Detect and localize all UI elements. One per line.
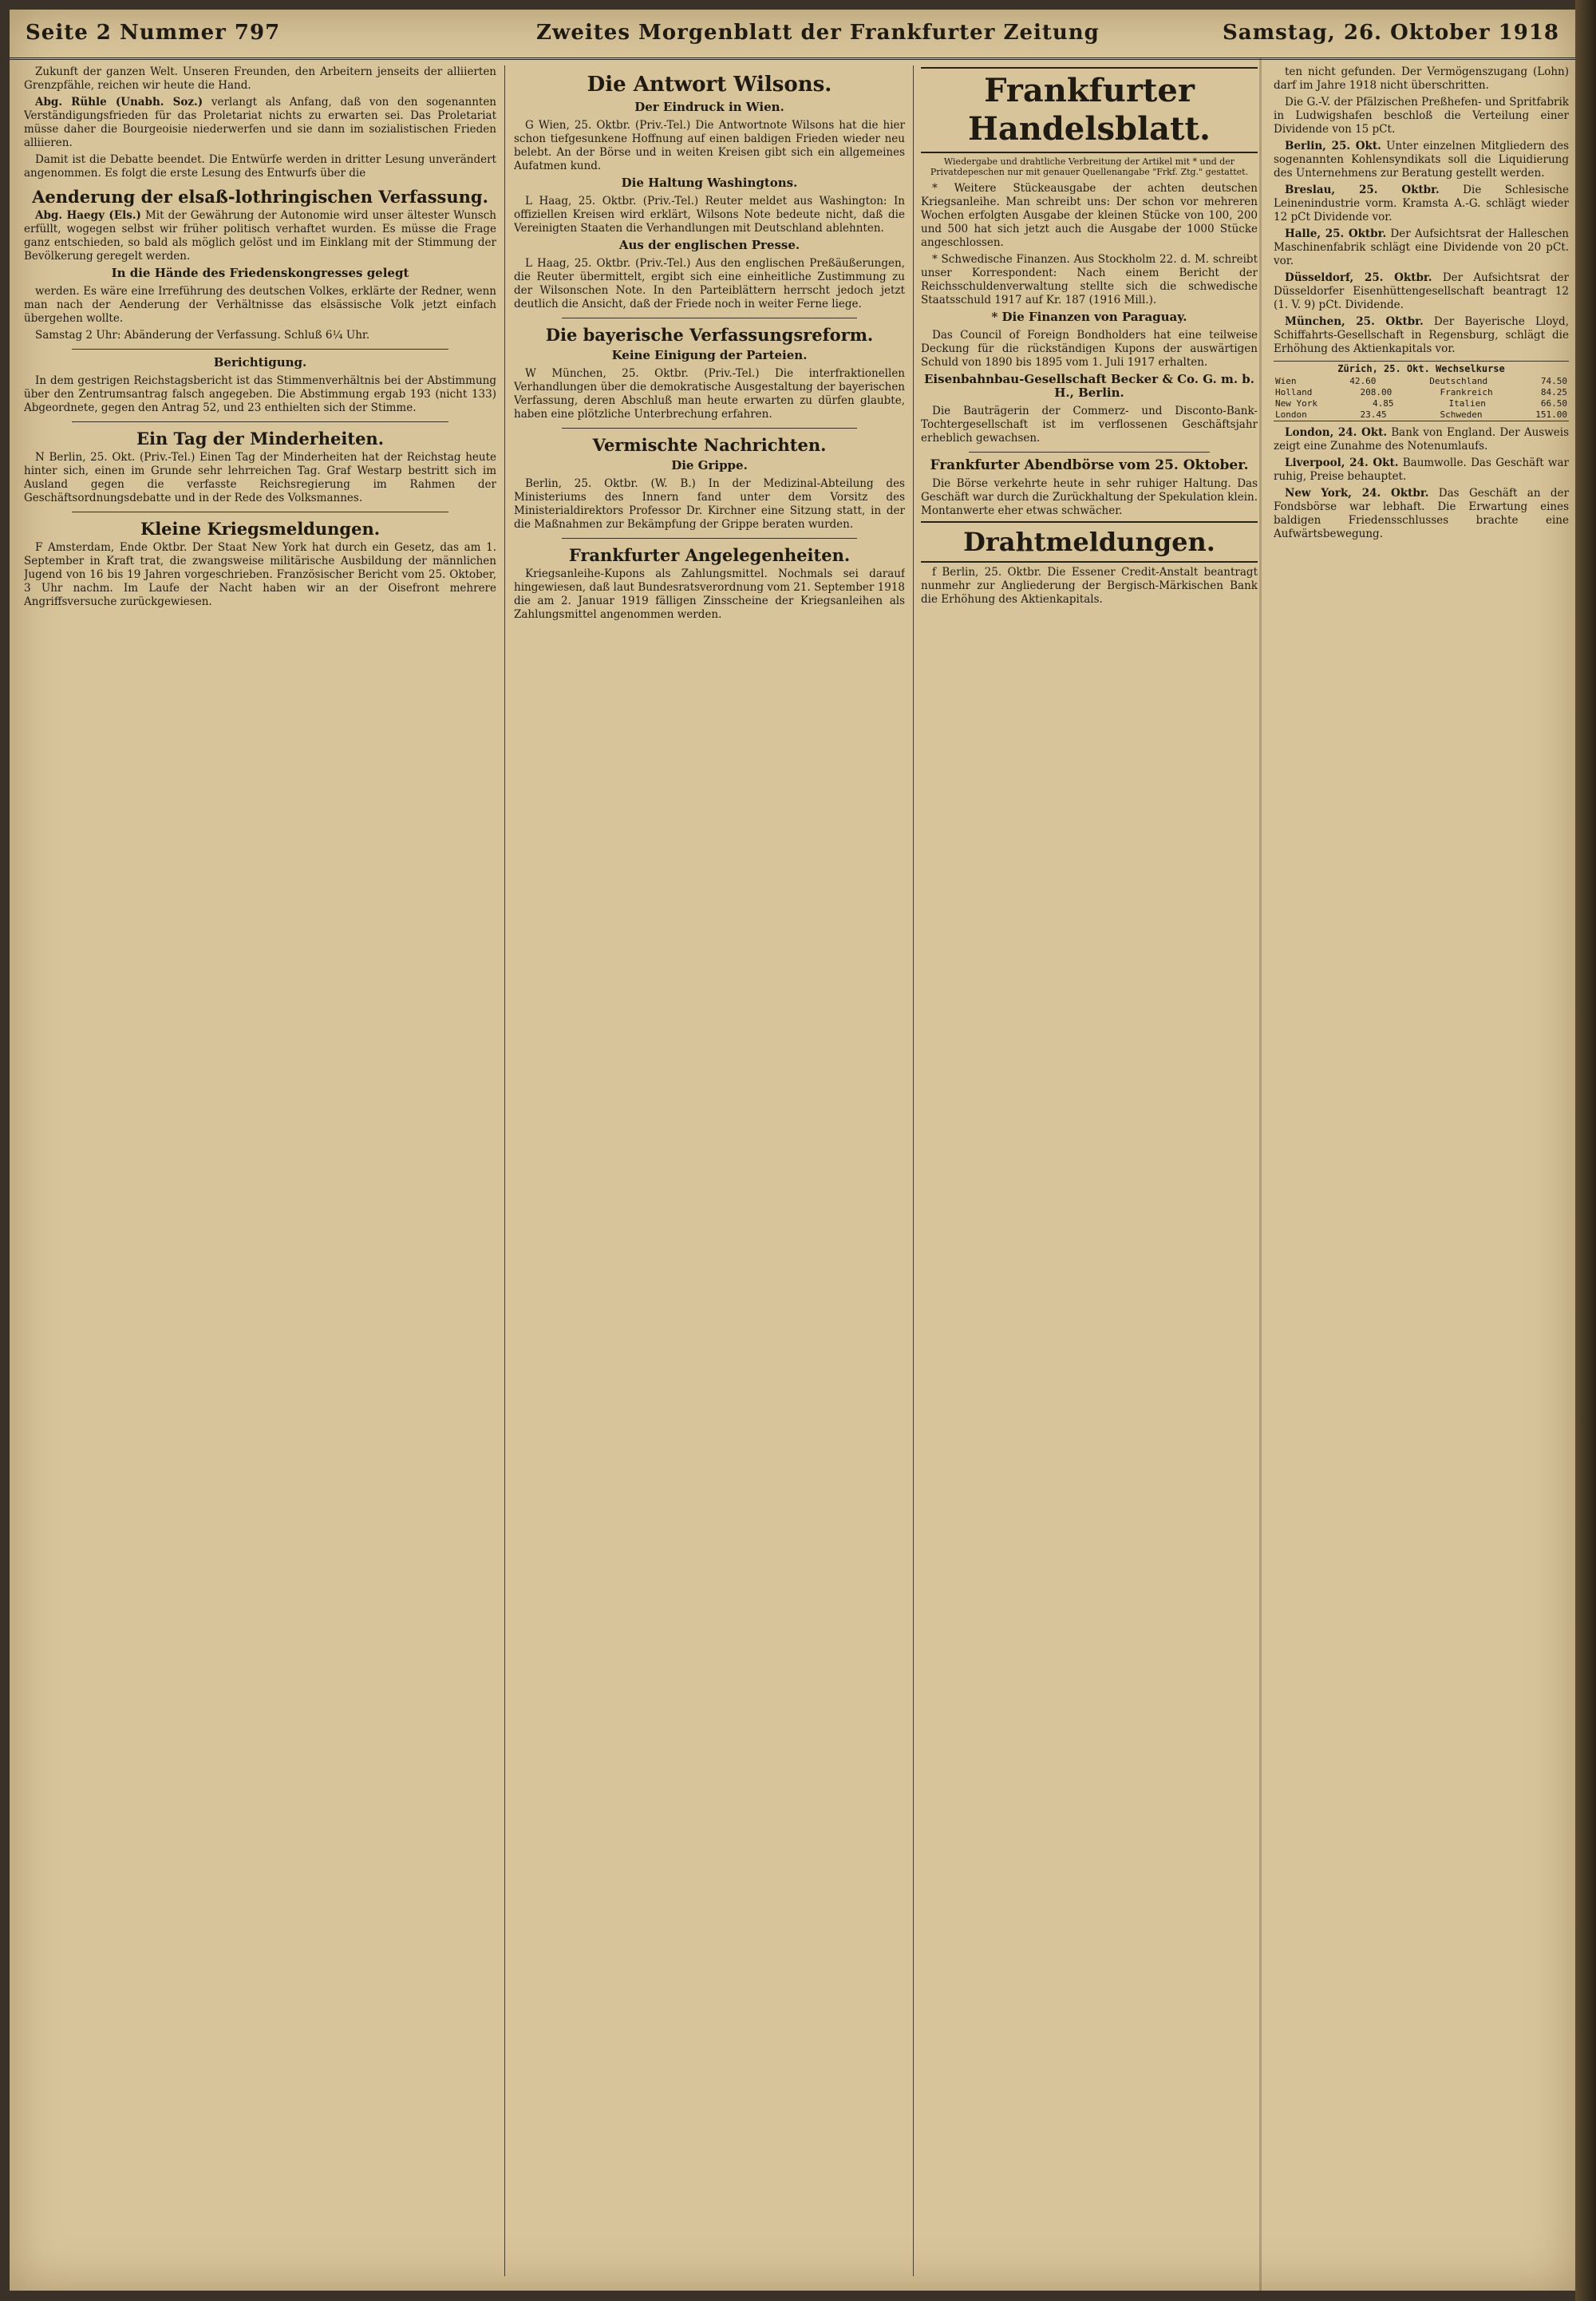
- article-text: * Schwedische Finanzen. Aus Stockholm 22. d. M. schreibt unser Korrespondent: Nach einem Bericht der Reichsschuldenverwaltung stellte sich die schwedische Staatsschuld 1917 auf Kr. 187 (1916 Mill.).: [921, 253, 1258, 306]
- table-cell: Deutschland: [1429, 376, 1488, 386]
- table-cell: New York: [1275, 398, 1317, 409]
- dateline: Liverpool, 24. Okt.: [1285, 457, 1399, 469]
- article-text: Das Council of Foreign Bondholders hat eine teilweise Deckung für die rückständigen Kupons der auswärtigen Schuld von 1890 bis 1895 vom 1. Juli 1917 erhalten.: [921, 329, 1258, 369]
- article-text: L Haag, 25. Oktbr. (Priv.-Tel.) Aus den englischen Preßäußerungen, die Reuter übermittelt, ergibt sich eine einheitliche Zustimmung zu der Wilsonschen Note. In den Parteiblättern herrscht jedoch jetzt deutlich die Ansicht, daß der Friede noch in weiter Ferne liege.: [514, 257, 905, 310]
- dateline: München, 25. Oktbr.: [1285, 315, 1424, 328]
- table-row: [1274, 409, 1569, 421]
- article-text: Baumwolle. Das Geschäft war ruhig, Preise behauptet.: [1274, 457, 1569, 483]
- dateline: London, 24. Okt.: [1285, 426, 1388, 439]
- article-text: Die Bauträgerin der Commerz- und Disconto-Bank-Tochtergesellschaft ist im verflossenen Geschäftsjahr erheblich gewachsen.: [921, 405, 1258, 445]
- table-cell: Frankreich: [1440, 387, 1493, 397]
- subheading: Frankfurter Abendbörse vom 25. Oktober.: [930, 457, 1249, 473]
- article-text: Die G.-V. der Pfälzischen Preßhefen- und Spritfabrik in Ludwigshafen beschloß die Verteilung einer Dividende von 15 pCt.: [1274, 96, 1569, 136]
- masthead: [10, 10, 1575, 60]
- table-cell: Italien: [1448, 398, 1486, 409]
- article-text: In dem gestrigen Reichstagsbericht ist das Stimmenverhältnis bei der Abstimmung über den Zentrumsantrag falsch angegeben. Die Abstimmung ergab 193 (nicht 133) Abgeordnete, gegen den Antrag 52, und 23 enthielten sich der Stimme.: [24, 374, 496, 414]
- column-2: [514, 65, 905, 2276]
- divider: [969, 452, 1210, 453]
- article-text: * Weitere Stückeausgabe der achten deutschen Kriegsanleihe. Man schreibt uns: Der schon vor mehreren Wochen erfolgten Ausgabe der kleinen Stücke von 100, 200 und 500 hat sich jetzt auch die Ausgabe der 1000 Stücke angeschlossen.: [921, 182, 1258, 249]
- article-text: G Wien, 25. Oktbr. (Priv.-Tel.) Die Antwortnote Wilsons hat die hier schon tiefgesunkene Hoffnung auf einen baldigen Frieden wieder neu belebt. An der Börse und in weiten Kreisen gibt sich ein allgemeines Aufatmen kund.: [514, 119, 905, 172]
- divider: [72, 421, 448, 422]
- section-heading: Frankfurter Angelegenheiten.: [568, 545, 851, 565]
- section-banner: Drahtmeldungen.: [921, 521, 1258, 563]
- article-text: ten nicht gefunden. Der Vermögenszugang (Lohn) darf im Jahre 1918 nicht überschritten.: [1274, 65, 1569, 92]
- article-text: Zukunft der ganzen Welt. Unseren Freunden, den Arbeitern jenseits der alliierten Grenzpfähle, reichen wir heute die Hand.: [24, 65, 496, 92]
- page-fold: [1259, 57, 1262, 2291]
- copyright-note: Wiedergabe und drahtliche Verbreitung der Artikel mit * und der Privatdepeschen nur mit genauer Quellenangabe "Frkf. Ztg." gestattet.: [930, 156, 1249, 177]
- article-text: Damit ist die Debatte beendet. Die Entwürfe werden in dritter Lesung unverändert angenommen. Es folgt die erste Lesung des Entwurfs über die: [24, 153, 496, 180]
- column-rule: [913, 65, 914, 2276]
- article-text: werden. Es wäre eine Irreführung des deutschen Volkes, erklärte der Redner, wenn man nach der Aenderung der Verhältnisse das elsässische Volk jetzt einfach übergehen wollte.: [24, 285, 496, 325]
- divider: [562, 538, 857, 539]
- article-text: verlangt als Anfang, daß von den sogenannten Verständigungsfrieden für das Proletariat nichts zu erwarten sei. Das Proletariat müsse daher die Bourgeoisie niederwerfen und sie dann im sozialistischen Frieden alliieren.: [24, 96, 496, 149]
- dateline: Berlin, 25. Okt.: [1285, 140, 1381, 152]
- table-cell: 208.00: [1360, 387, 1393, 397]
- speaker-name: Abg. Rühle (Unabh. Soz.): [35, 96, 203, 109]
- column-rule: [504, 65, 505, 2276]
- article-text: Mit der Gewährung der Autonomie wird unser ältester Wunsch erfüllt, wogegen selbst wir früher politisch verhaftet wurden. Es müsse die Frage ganz entschieden, so bald als möglich gelöst und im Einklang mit der Stimmung der Bevölkerung geregelt werden.: [24, 209, 496, 263]
- newspaper-title: Zweites Morgenblatt der Frankfurter Zeitung: [536, 21, 1100, 45]
- subheading: Berichtigung.: [213, 355, 307, 370]
- article-text: f Berlin, 25. Oktbr. Die Essener Credit-Anstalt beantragt nunmehr zur Angliederung der Bergisch-Märkischen Bank die Erhöhung des Aktienkapitals.: [921, 566, 1258, 606]
- subheading: Aus der englischen Presse.: [618, 238, 800, 252]
- page-number: Seite 2 Nummer 797: [26, 21, 281, 45]
- issue-date: Samstag, 26. Oktober 1918: [1222, 21, 1559, 45]
- table-cell: 84.25: [1540, 387, 1567, 397]
- table-cell: 151.00: [1535, 409, 1567, 420]
- subheading: In die Hände des Friedenskongresses gelegt: [111, 266, 409, 280]
- subheading: Die Haltung Washingtons.: [621, 176, 798, 190]
- column-1: [24, 65, 496, 2276]
- subheading: Die Grippe.: [671, 458, 748, 472]
- section-heading: Kleine Kriegsmeldungen.: [140, 519, 381, 539]
- dateline: Düsseldorf, 25. Oktbr.: [1285, 271, 1432, 284]
- article-text: L Haag, 25. Oktbr. (Priv.-Tel.) Reuter meldet aus Washington: In offiziellen Kreisen wird erklärt, Wilsons Note bedeute nicht, daß die Vereinigten Staaten die Verhandlungen mit Deutschland ablehnten.: [514, 195, 905, 235]
- table-title: Zürich, 25. Okt. Wechselkurse: [1337, 363, 1505, 374]
- table-row: [1274, 398, 1569, 409]
- table-cell: 4.85: [1372, 398, 1394, 409]
- table-cell: 74.50: [1540, 376, 1567, 386]
- table-cell: Schweden: [1440, 409, 1483, 420]
- article-text: N Berlin, 25. Okt. (Priv.-Tel.) Einen Tag der Minderheiten hat der Reichstag heute hinter sich, einen im Grunde sehr lehrreichen Tag. Graf Westarp bestritt sich im Ausland gegen die verfasste Reichsregierung im Rahmen der Geschäftsordnungsdebatte und in der Rede des Volksmannes.: [24, 451, 496, 504]
- table-cell: London: [1275, 409, 1307, 420]
- table-cell: Wien: [1275, 376, 1297, 386]
- subheading: Eisenbahnbau-Gesellschaft Becker & Co. G. m. b. H., Berlin.: [924, 372, 1254, 400]
- speaker-name: Abg. Haegy (Els.): [35, 209, 141, 222]
- article-text: Berlin, 25. Oktbr. (W. B.) In der Medizinal-Abteilung des Ministeriums des Innern fand unter dem Vorsitz des Ministerialdirektors Professor Dr. Kirchner eine Sitzung statt, in der die Maßnahmen zur Bekämpfung der Grippe beraten wurden.: [514, 477, 905, 531]
- newspaper-page: [10, 10, 1575, 2291]
- article-text: Der Bayerische Lloyd, Schiffahrts-Gesellschaft in Regensburg, schlägt die Erhöhung des Aktienkapitals vor.: [1274, 315, 1569, 355]
- section-banner: Frankfurter Handelsblatt.: [921, 67, 1258, 153]
- table-row: [1274, 387, 1569, 398]
- table-body: [1274, 376, 1569, 421]
- subheading: * Die Finanzen von Paraguay.: [991, 310, 1187, 324]
- section-heading: Die Antwort Wilsons.: [587, 73, 832, 97]
- table-cell: Holland: [1275, 387, 1313, 397]
- article-text: Das Geschäft an der Fondsbörse war lebhaft. Die Erwartung eines baldigen Friedensschlusses brachte eine Aufwärtsbewegung.: [1274, 487, 1569, 540]
- column-4: [1274, 65, 1569, 2276]
- article-text: Kriegsanleihe-Kupons als Zahlungsmittel. Nochmals sei darauf hingewiesen, daß laut Bundesratsverordnung vom 21. September 1918 die am 2. Januar 1919 fälligen Zinsscheine der Kriegsanleihen als Zahlungsmittel angenommen werden.: [514, 567, 905, 621]
- section-heading: Vermischte Nachrichten.: [592, 435, 827, 455]
- section-heading: Die bayerische Verfassungsreform.: [545, 325, 874, 345]
- subheading: Der Eindruck in Wien.: [634, 100, 784, 114]
- dateline: Breslau, 25. Oktbr.: [1285, 184, 1440, 196]
- table-row: [1274, 376, 1569, 387]
- table-cell: 23.45: [1360, 409, 1387, 420]
- divider: [562, 428, 857, 429]
- table-cell: 42.60: [1349, 376, 1377, 386]
- article-text: Samstag 2 Uhr: Abänderung der Verfassung. Schluß 6¼ Uhr.: [35, 329, 370, 342]
- article-text: F Amsterdam, Ende Oktbr. Der Staat New York hat durch ein Gesetz, das am 1. September in Kraft trat, die zwangsweise militärische Ausbildung der männlichen Jugend von 16 bis 19 Jahren vorgeschrieben. Französischer Bericht vom 25. Oktober, 3 Uhr nachm. Im Laufe der Nacht haben wir an der Oisefront mehrere Angriffsversuche zurückgewiesen.: [24, 541, 496, 608]
- binding-spine: [1575, 0, 1596, 2301]
- subheading: Keine Einigung der Parteien.: [611, 348, 808, 362]
- article-text: Unter einzelnen Mitgliedern des sogenannten Kohlensyndikats soll die Liquidierung des Unternehmens zur Beratung gestellt werden.: [1274, 140, 1569, 180]
- exchange-rate-table: [1274, 361, 1569, 421]
- dateline: Halle, 25. Oktbr.: [1285, 227, 1387, 240]
- article-text: Die Schlesische Leinenindustrie vorm. Kramsta A.-G. schlägt wieder 12 pCt Dividende vor.: [1274, 184, 1569, 223]
- dateline: New York, 24. Oktbr.: [1285, 487, 1429, 500]
- section-heading: Ein Tag der Minderheiten.: [136, 429, 385, 449]
- article-text: Die Börse verkehrte heute in sehr ruhiger Haltung. Das Geschäft war durch die Zurückhaltung der Spekulation klein. Montanwerte eher etwas schwächer.: [921, 477, 1258, 517]
- article-text: Der Aufsichtsrat der Düsseldorfer Eisenhüttengesellschaft beantragt 12 (1. V. 9) pCt. Dividende.: [1274, 271, 1569, 311]
- article-text: Der Aufsichtsrat der Halleschen Maschinenfabrik schlägt eine Dividende von 20 pCt. vor.: [1274, 227, 1569, 267]
- article-text: Bank von England. Der Ausweis zeigt eine Zunahme des Notenumlaufs.: [1274, 426, 1569, 453]
- divider: [72, 349, 448, 350]
- section-heading: Aenderung der elsaß-lothringischen Verfassung.: [32, 187, 488, 207]
- column-3: [921, 65, 1258, 2276]
- table-cell: 66.50: [1540, 398, 1567, 409]
- article-text: W München, 25. Oktbr. (Priv.-Tel.) Die interfraktionellen Verhandlungen über die demokratische Ausgestaltung der bayerischen Verfassung, deren Abschluß man heute erwarten zu dürfen glaubte, haben eine plötzliche Unterbrechung erfahren.: [514, 367, 905, 421]
